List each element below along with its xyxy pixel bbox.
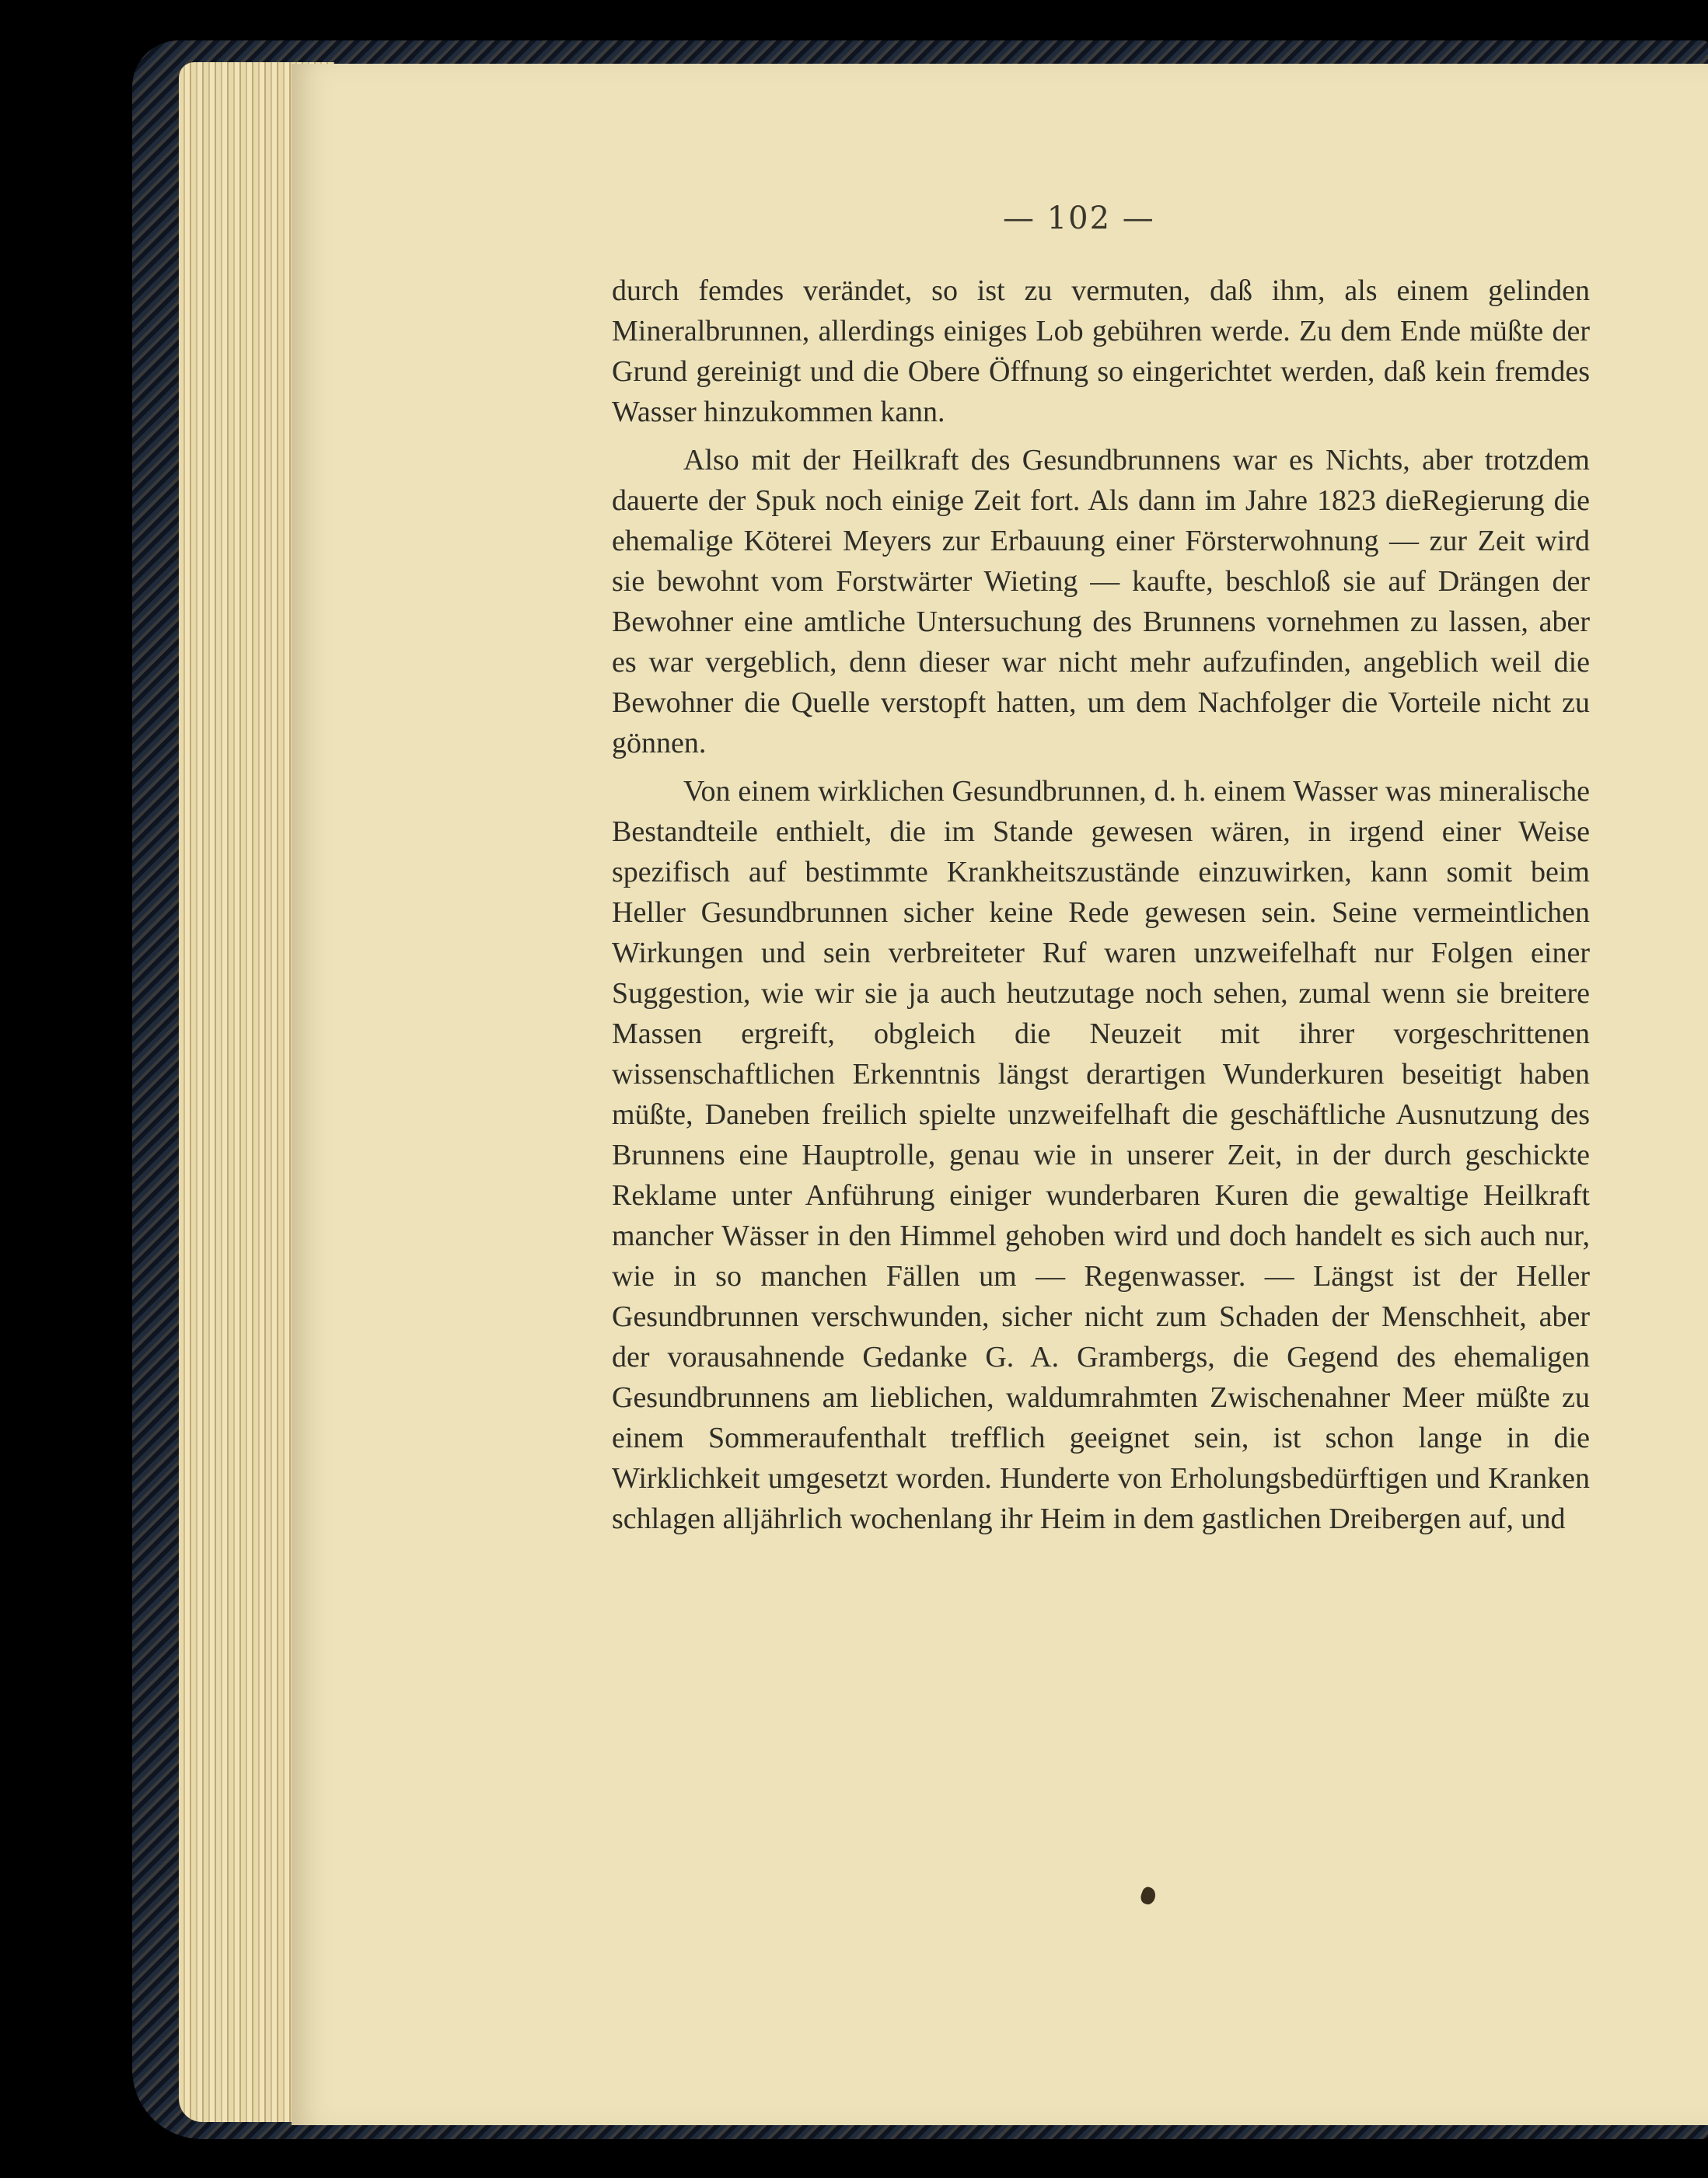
- paragraph-2: Also mit der Heilkraft des Gesundbrunnens war es Nichts, aber trotzdem dauerte der Spuk noch einige Zeit fort. Als dann im Jahre 1823 dieRegierung die ehemalige Köterei Meyers zur Erbauung einer Försterwohnung — zur Zeit wird sie bewohnt vom Forstwärter Wieting — kaufte, beschloß sie auf Drängen der Bewohner eine amtliche Untersuchung des Brunnens vornehmen zu lassen, aber es war vergeblich, denn dieser war nicht mehr aufzufinden, angeblich weil die Bewohner die Quelle verstopft hatten, um dem Nachfolger die Vorteile nicht zu gönnen.: [612, 444, 1590, 759]
- page-body: [612, 271, 1590, 1547]
- paragraph-3: Von einem wirklichen Gesundbrunnen, d. h. einem Wasser was mineralische Bestandteile enthielt, die im Stande gewesen wären, in irgend einer Weise spezifisch auf bestimmte Krankheitszustände einzuwirken, kann somit beim Heller Gesundbrunnen sicher keine Rede gewesen sein. Seine vermeintlichen Wirkungen und sein verbreiteter Ruf waren unzweifelhaft nur Folgen einer Suggestion, wie wir sie ja auch heutzutage noch sehen, zumal wenn sie breitere Massen ergreift, obgleich die Neuzeit mit ihrer vorgeschrittenen wissenschaftlichen Erkenntnis längst derartigen Wunderkuren beseitigt haben müßte, Daneben freilich spielte unzweifelhaft die geschäftliche Ausnutzung des Brunnens eine Hauptrolle, genau wie in unserer Zeit, in der durch geschickte Reklame unter Anführung einiger wunderbaren Kuren die gewaltige Heilkraft mancher Wässer in den Himmel gehoben wird und doch handelt es sich auch nur, wie in so manchen Fällen um — Regenwasser. — Längst ist der Heller Gesundbrunnen verschwunden, sicher nicht zum Schaden der Menschheit, aber der vorausahnende Gedanke G. A. Grambergs, die Gegend des ehemaligen Gesundbrunnens am lieblichen, waldumrahmten Zwischenahner Meer müßte zu einem Sommeraufenthalt trefflich geeignet sein, ist schon lange in die Wirklichkeit umgesetzt worden. Hunderte von Erholungsbedürftigen und Kranken schlagen alljährlich wochenlang ihr Heim in dem gastlichen Dreibergen auf, und: [612, 775, 1590, 1535]
- page-number: — 102 —: [1003, 201, 1155, 236]
- paragraph-1: durch femdes verändet, so ist zu vermuten, daß ihm, als einem gelinden Mineralbrunnen, allerdings einiges Lob gebühren werde. Zu dem Ende müßte der Grund gereinigt und die Obere Öffnung so eingerichtet werden, daß kein fremdes Wasser hinzukommen kann.: [612, 274, 1590, 428]
